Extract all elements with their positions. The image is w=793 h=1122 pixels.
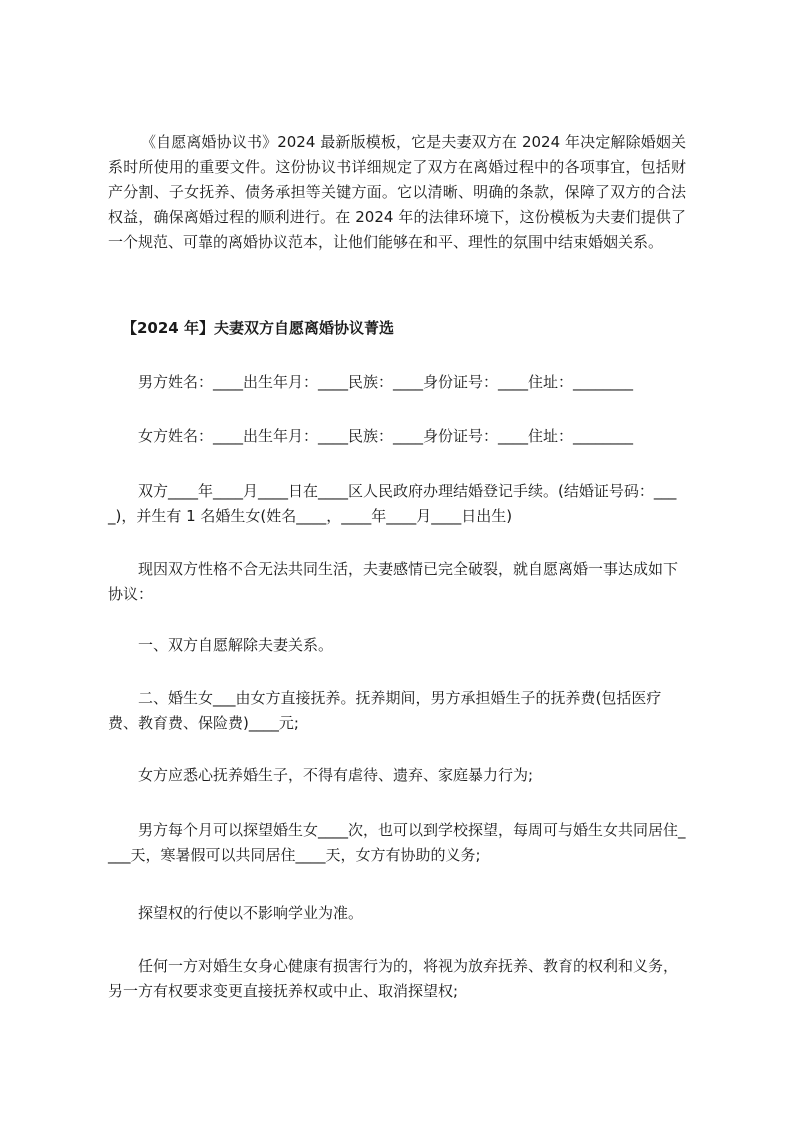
clause-2-a: 女方应悉心抚养婚生子，不得有虐待、遗弃、家庭暴力行为; (138, 766, 534, 784)
marriage-info-paragraph: 双方____年____月____日在____区人民政府办理结婚登记手续。(结婚证号码：____)，并生有 1 名婚生女(姓名____，____年____月____日出生) (108, 482, 677, 525)
clause-2-b: 男方每个月可以探望婚生女____次，也可以到学校探望，每周可与婚生女共同居住____天，寒暑假可以共同居住____天，女方有协助的义务; (108, 821, 686, 864)
clause-2-c: 探望权的行使以不影响学业为准。 (138, 904, 364, 922)
document-title: 【2024 年】夫妻双方自愿离婚协议菁选 (122, 319, 394, 337)
clause-2: 二、婚生女___由女方直接抚养。抚养期间，男方承担婚生子的抚养费(包括医疗费、教育费、保险费)____元; (108, 689, 662, 732)
female-info-line: 女方姓名：____出生年月：____民族：____身份证号：____住址：________ (138, 427, 634, 445)
male-info-line: 男方姓名：____出生年月：____民族：____身份证号：____住址：________ (138, 373, 634, 391)
intro-paragraph: 《自愿离婚协议书》2024 最新版模板，它是夫妻双方在 2024 年决定解除婚姻关系时所使用的重要文件。这份协议书详细规定了双方在离婚过程中的各项事宜，包括财产分割、子女抚养、债务承担等关键方面。它以清晰、明确的条款，保障了双方的合法权益，确保离婚过程的顺利进行。在 2024 年的法律环境下，这份模板为夫妻们提供了一个规范、可靠的离婚协议范本，让他们能够在和平、理性的氛围中结束婚姻关系。 (108, 133, 686, 251)
clause-2-d: 任何一方对婚生女身心健康有损害行为的，将视为放弃抚养、教育的权利和义务，另一方有权要求变更直接抚养权或中止、取消探望权; (108, 957, 679, 1000)
clause-1: 一、双方自愿解除夫妻关系。 (138, 636, 334, 654)
reason-paragraph: 现因双方性格不合无法共同生活，夫妻感情已完全破裂，就自愿离婚一事达成如下协议： (108, 560, 679, 603)
